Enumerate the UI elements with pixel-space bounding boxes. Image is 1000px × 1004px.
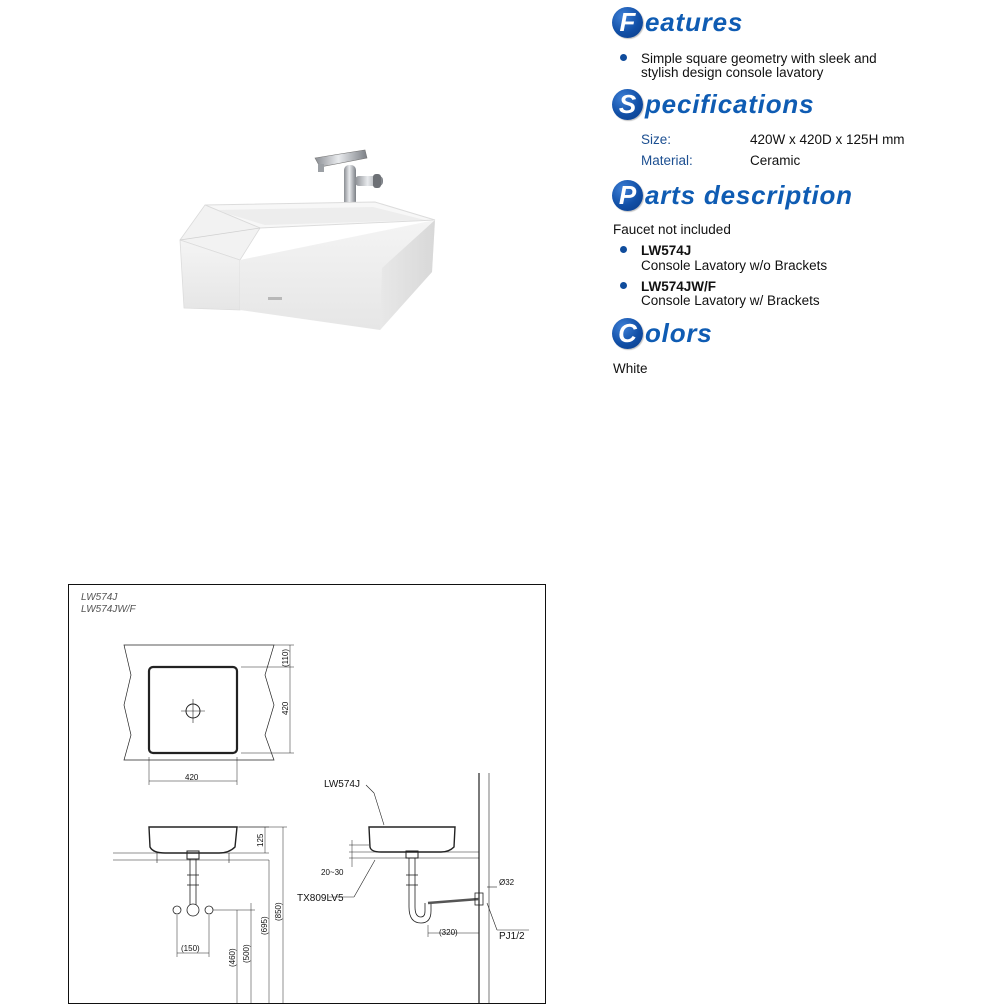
trap-label: TX809LV5 <box>297 893 344 904</box>
dim-460: (460) <box>228 948 237 967</box>
parts-initial: P <box>612 180 643 211</box>
features-title: eatures <box>645 6 744 37</box>
spec-size-label: Size: <box>641 132 672 147</box>
side-model-label: LW574J <box>324 779 360 790</box>
colors-value: White <box>613 361 648 376</box>
specifications-title: pecifications <box>645 88 815 119</box>
parts-title: arts description <box>645 179 853 210</box>
specifications-heading <box>612 86 814 122</box>
dim-150: (150) <box>181 944 200 953</box>
drawing-model-2: LW574JW/F <box>81 604 136 615</box>
colors-initial: C <box>612 318 643 349</box>
basin-image <box>180 202 435 330</box>
bullet-icon <box>620 246 627 253</box>
spec-size-value: 420W x 420D x 125H mm <box>750 132 905 147</box>
product-photo <box>170 140 445 340</box>
feature-item-line-2: stylish design console lavatory <box>641 65 824 80</box>
dim-gap: 20~30 <box>321 868 344 877</box>
spec-material-label: Material: <box>641 153 693 168</box>
feature-item-line-1: Simple square geometry with sleek and <box>641 51 877 66</box>
dim-front-height: 125 <box>256 833 265 847</box>
specifications-initial: S <box>612 89 643 120</box>
dim-top-width: 420 <box>185 773 199 782</box>
faucet-image <box>315 150 383 209</box>
part-code-2: LW574JW/F <box>641 279 717 294</box>
parts-heading <box>612 177 853 213</box>
colors-title: olors <box>645 317 713 348</box>
side-view <box>329 773 529 1003</box>
colors-heading <box>612 315 713 351</box>
drawing-canvas <box>69 585 547 1003</box>
part-desc-2: Console Lavatory w/ Brackets <box>641 293 820 308</box>
features-initial: F <box>612 7 643 38</box>
dim-500: (500) <box>242 944 251 963</box>
features-heading <box>612 4 743 40</box>
drawing-model-1: LW574J <box>81 592 118 603</box>
spec-material-value: Ceramic <box>750 153 801 168</box>
dim-695: (695) <box>260 916 269 935</box>
dim-diameter: Ø32 <box>499 878 515 887</box>
pipe-label: PJ1/2 <box>499 931 525 942</box>
part-desc-1: Console Lavatory w/o Brackets <box>641 258 828 273</box>
parts-note: Faucet not included <box>613 222 731 237</box>
technical-drawing <box>68 584 546 1004</box>
bullet-icon <box>620 54 627 61</box>
dim-top-offset: (110) <box>281 648 290 667</box>
dim-top-depth: 420 <box>281 701 290 715</box>
front-view <box>113 827 287 1003</box>
part-code-1: LW574J <box>641 243 692 258</box>
top-view <box>124 645 294 785</box>
dim-850: (850) <box>274 902 283 921</box>
dim-320: (320) <box>439 928 458 937</box>
bullet-icon <box>620 282 627 289</box>
